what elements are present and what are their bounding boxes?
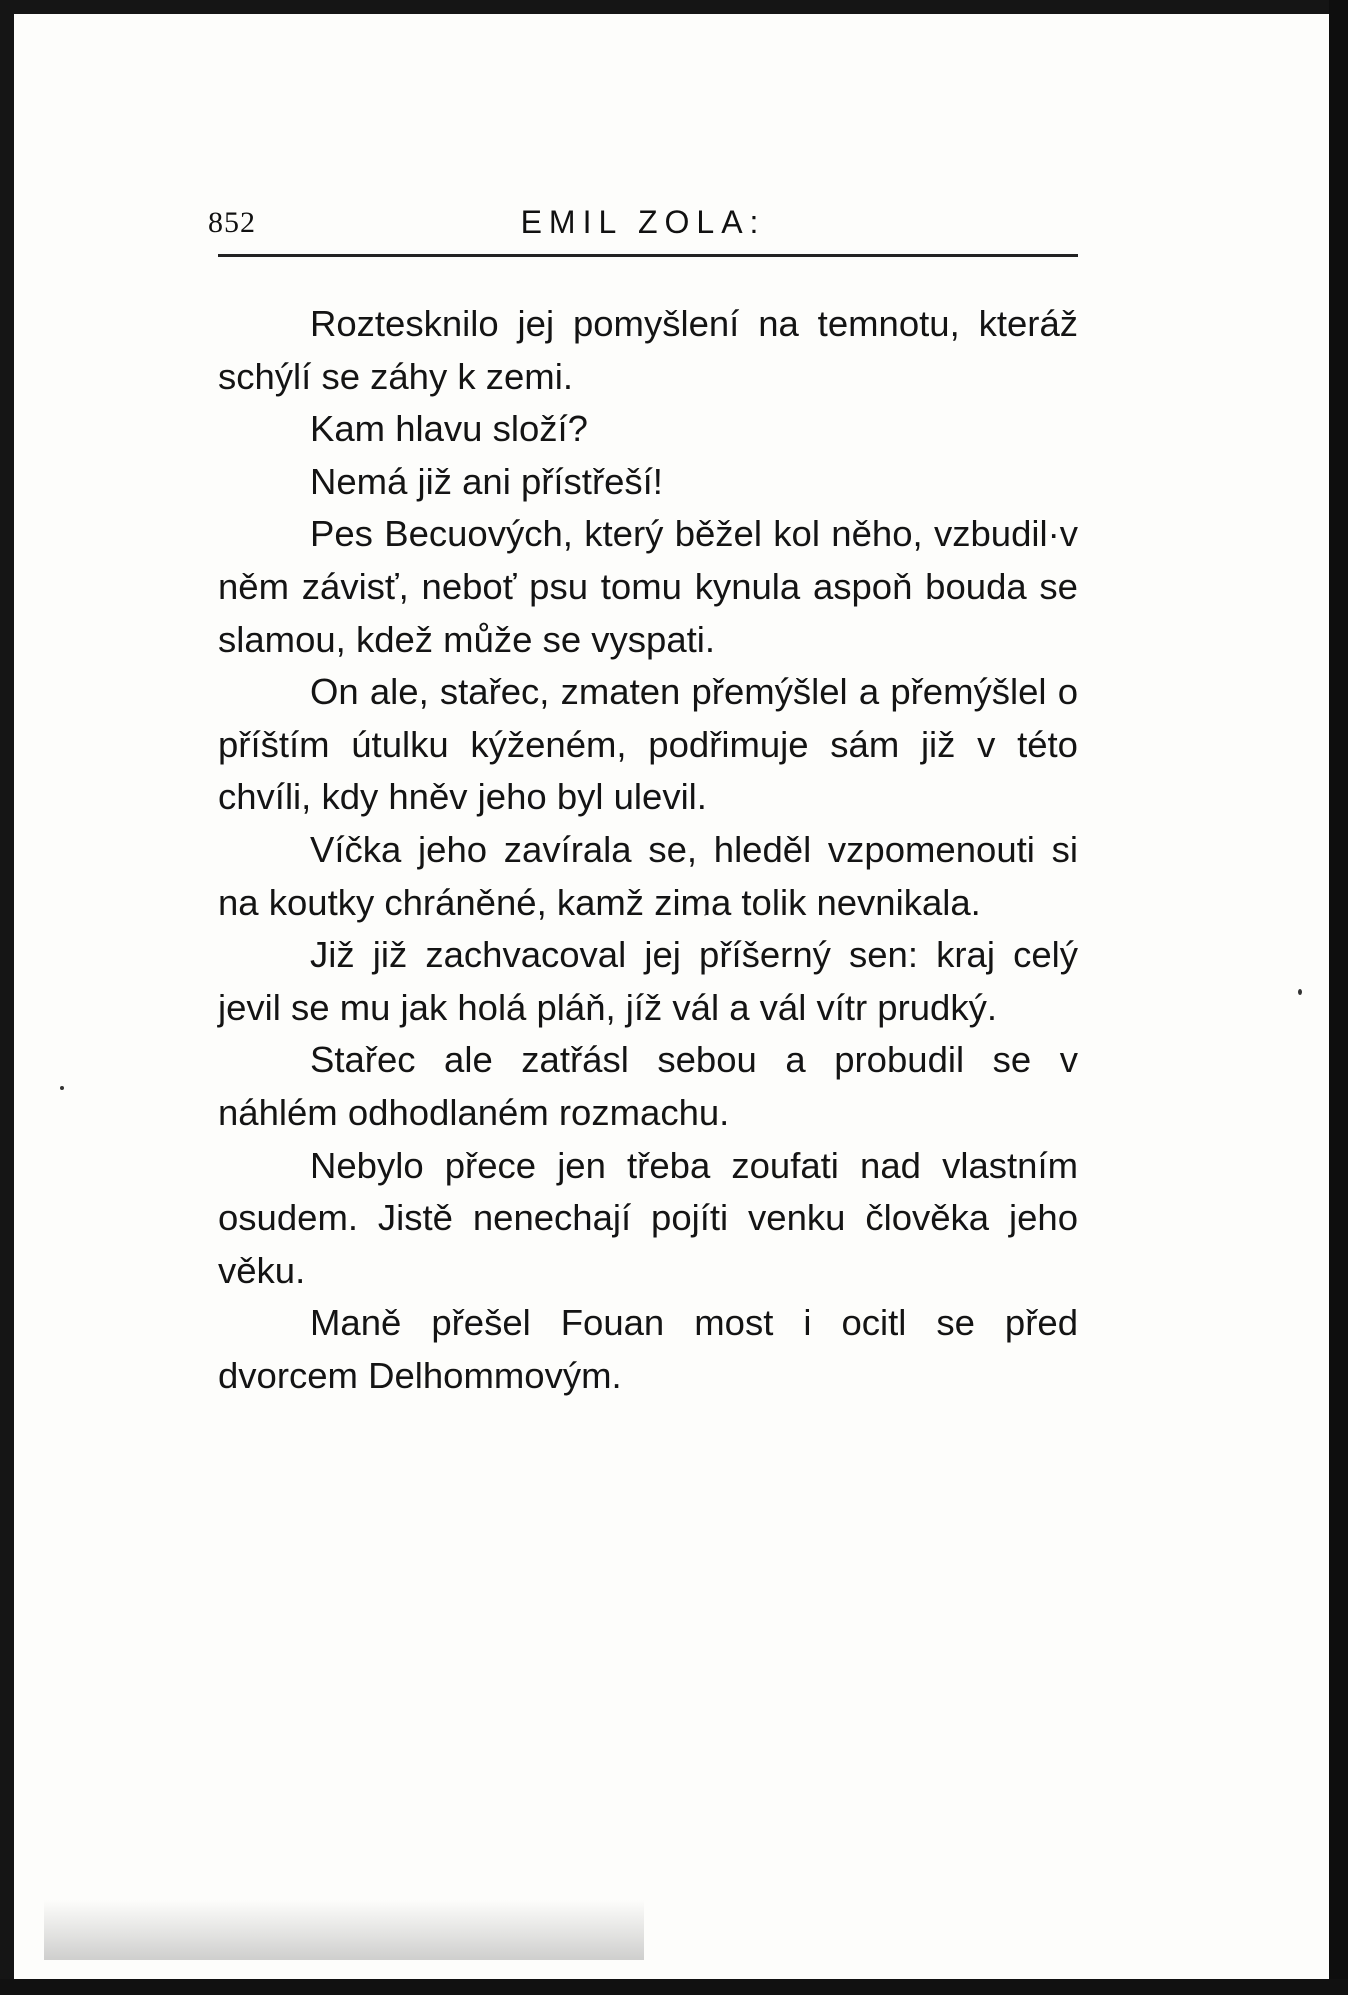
paragraph: Maně přešel Fouan most i ocitl se před dvorcem Delhommovým. [218, 1302, 1078, 1396]
paragraph: On ale, stařec, zmaten přemýšlel a přemýšlel o příštím útulku kýženém, podřimuje sám již v této chvíli, kdy hněv jeho byl ulevil. [218, 671, 1078, 818]
scan-edge-right [1329, 0, 1348, 1995]
paragraph: Pes Becuových, který běžel kol něho, vzbudil·v něm závisť, neboť psu tomu kynula aspoň bouda se slamou, kdež může se vyspati. [218, 513, 1078, 660]
paragraph: Stařec ale zatřásl sebou a probudil se v náhlém odhodlaném rozmachu. [218, 1039, 1078, 1133]
scan-edge-left [0, 0, 14, 1995]
scan-smudge [44, 1900, 644, 1960]
running-title: EMIL ZOLA: [520, 204, 766, 240]
page-header [208, 196, 1078, 246]
paragraph: Roztesknilo jej pomyšlení na temnotu, kteráž schýlí se záhy k zemi. [218, 303, 1078, 397]
scan-edge-top [0, 0, 1348, 14]
ink-speck [1298, 989, 1302, 995]
header-rule [218, 254, 1078, 257]
paragraph: Víčka jeho zavírala se, hleděl vzpomenouti si na koutky chráněné, kamž zima tolik nevnikala. [218, 828, 1078, 923]
paragraph: Nebylo přece jen třeba zoufati nad vlastním osudem. Jistě nenechají pojíti venku člověka jeho věku. [218, 1144, 1078, 1291]
paragraph: Kam hlavu složí? [310, 408, 588, 450]
page-number: 852 [208, 206, 256, 239]
paragraph: Již již zachvacoval jej příšerný sen: kraj celý jevil se mu jak holá pláň, jíž vál a vál vítr prudký. [218, 934, 1078, 1028]
ink-speck [60, 1086, 64, 1090]
scan-edge-bottom [0, 1979, 1348, 1995]
paragraph: Nemá již ani přístřeší! [310, 460, 663, 502]
body-text [218, 298, 1078, 1402]
